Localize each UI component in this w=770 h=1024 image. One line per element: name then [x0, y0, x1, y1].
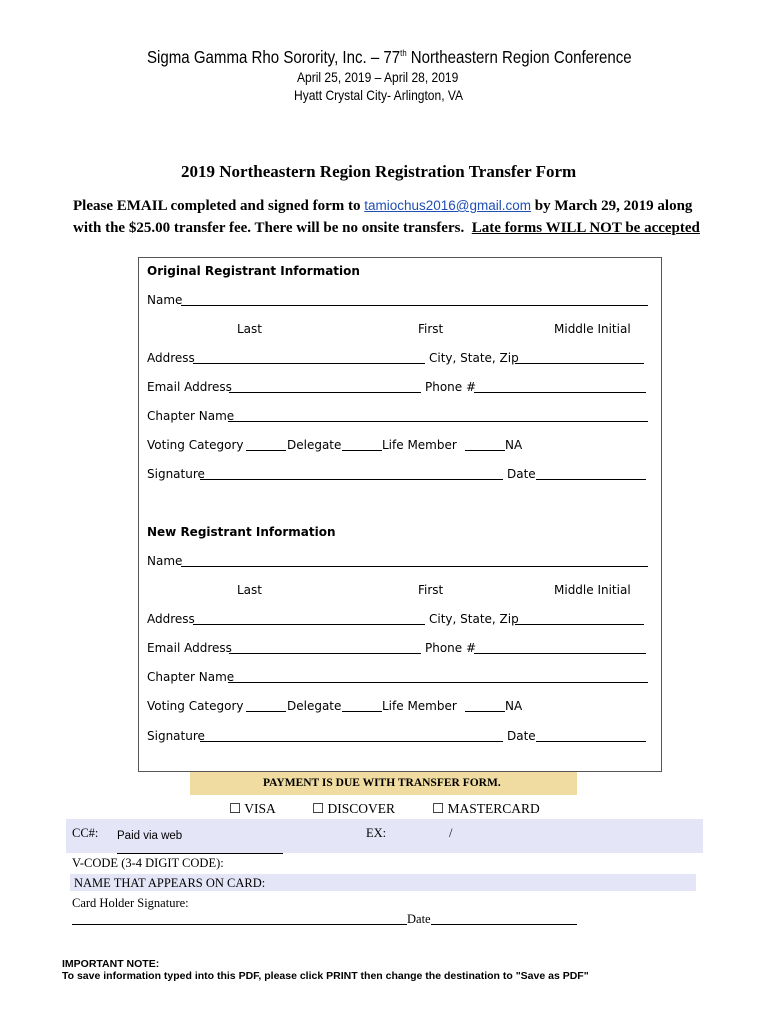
new-delegate-label: Delegate	[287, 699, 342, 713]
orig-delegate-label: Delegate	[287, 438, 342, 452]
ex-separator: /	[449, 826, 453, 840]
orig-name-label: Name	[147, 293, 183, 307]
card-date-label: Date	[407, 912, 431, 926]
orig-date-field[interactable]	[536, 479, 646, 480]
payment-banner-text: PAYMENT IS DUE WITH TRANSFER FORM.	[263, 777, 501, 789]
card-date-field[interactable]	[431, 924, 577, 925]
important-note-title: IMPORTANT NOTE:	[62, 958, 160, 970]
new-name-field[interactable]	[181, 566, 648, 567]
orig-email-field[interactable]	[229, 392, 421, 393]
new-first-label: First	[418, 583, 444, 597]
form-title: 2019 Northeastern Region Registration Transfer Form	[181, 162, 577, 181]
name-on-card-label: NAME THAT APPEARS ON CARD:	[74, 876, 266, 890]
new-life-blank[interactable]	[342, 711, 382, 712]
header-dates: April 25, 2019 – April 28, 2019	[297, 69, 459, 85]
new-chapter-label: Chapter Name	[147, 670, 235, 684]
orig-voting-label: Voting Category	[147, 438, 244, 452]
visa-checkbox[interactable]: ☐ VISA	[229, 801, 276, 816]
new-voting-label: Voting Category	[147, 699, 244, 713]
orig-phone-label: Phone #	[425, 380, 477, 394]
orig-signature-field[interactable]	[200, 479, 503, 480]
cc-number-input[interactable]: Paid via web	[117, 830, 183, 842]
cc-label: CC#:	[72, 826, 99, 840]
new-phone-field[interactable]	[474, 653, 646, 654]
new-date-label: Date	[507, 729, 536, 743]
orig-phone-field[interactable]	[474, 392, 646, 393]
new-email-label: Email Address	[147, 641, 232, 655]
new-date-field[interactable]	[536, 741, 646, 742]
orig-na-label: NA	[505, 438, 523, 452]
new-last-label: Last	[237, 583, 262, 597]
new-life-label: Life Member	[382, 699, 457, 713]
orig-delegate-blank[interactable]	[246, 450, 286, 451]
ex-label: EX:	[366, 826, 387, 840]
mastercard-checkbox[interactable]: ☐ MASTERCARD	[432, 801, 540, 816]
orig-city-field[interactable]	[515, 363, 644, 364]
new-middle-label: Middle Initial	[554, 583, 631, 597]
orig-chapter-field[interactable]	[228, 421, 648, 422]
new-na-label: NA	[505, 699, 523, 713]
new-delegate-blank[interactable]	[246, 711, 286, 712]
instructions-line1: Please EMAIL completed and signed form to tamiochus2016@gmail.com by March 29, 2019 along	[73, 198, 693, 214]
orig-middle-label: Middle Initial	[554, 322, 631, 336]
orig-last-label: Last	[237, 322, 262, 336]
header-title: Sigma Gamma Rho Sorority, Inc. – 77th Northeastern Region Conference	[147, 47, 632, 67]
instructions-line2: with the $25.00 transfer fee. There will be no onsite transfers. Late forms WILL NOT be accepted	[73, 220, 700, 236]
cc-underline	[117, 853, 283, 854]
email-link[interactable]: tamiochus2016@gmail.com	[364, 198, 532, 213]
new-chapter-field[interactable]	[228, 682, 648, 683]
orig-name-field[interactable]	[181, 305, 648, 306]
orig-signature-label: Signature	[147, 467, 205, 481]
card-holder-signature-field[interactable]	[72, 924, 407, 925]
new-city-label: City, State, Zip	[429, 612, 519, 626]
new-na-blank[interactable]	[465, 711, 505, 712]
new-address-label: Address	[147, 612, 195, 626]
discover-checkbox[interactable]: ☐ DISCOVER	[312, 801, 395, 816]
orig-date-label: Date	[507, 467, 536, 481]
original-heading: Original Registrant Information	[147, 264, 360, 278]
new-heading: New Registrant Information	[147, 525, 336, 539]
orig-na-blank[interactable]	[465, 450, 505, 451]
new-email-field[interactable]	[229, 653, 421, 654]
new-address-field[interactable]	[193, 624, 425, 625]
orig-chapter-label: Chapter Name	[147, 409, 235, 423]
new-name-label: Name	[147, 554, 183, 568]
orig-life-blank[interactable]	[342, 450, 382, 451]
new-signature-field[interactable]	[200, 741, 503, 742]
new-signature-label: Signature	[147, 729, 205, 743]
orig-address-label: Address	[147, 351, 195, 365]
new-phone-label: Phone #	[425, 641, 477, 655]
important-note-text: To save information typed into this PDF, please click PRINT then change the destination to "Save as PDF"	[62, 970, 589, 982]
late-forms-warning: Late forms WILL NOT be accepted	[471, 220, 700, 236]
orig-city-label: City, State, Zip	[429, 351, 519, 365]
vcode-label: V-CODE (3-4 DIGIT CODE):	[72, 856, 224, 870]
orig-first-label: First	[418, 322, 444, 336]
header-venue: Hyatt Crystal City- Arlington, VA	[294, 87, 464, 103]
new-city-field[interactable]	[515, 624, 644, 625]
orig-email-label: Email Address	[147, 380, 232, 394]
orig-address-field[interactable]	[193, 363, 425, 364]
card-holder-signature-label: Card Holder Signature:	[72, 896, 189, 910]
orig-life-label: Life Member	[382, 438, 457, 452]
